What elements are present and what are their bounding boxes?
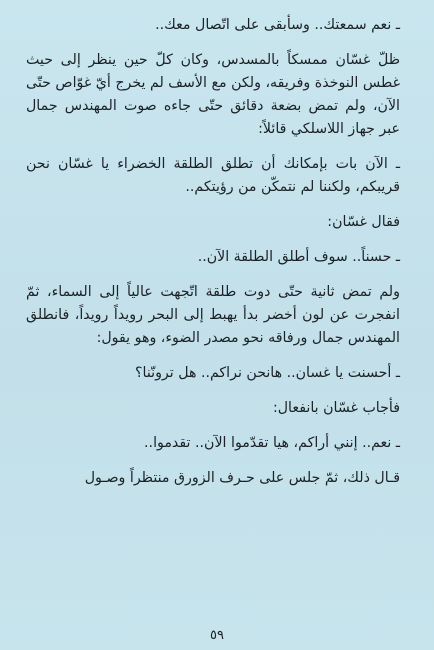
paragraph-10: قـال ذلك، ثمّ جلس على حـرف الزورق منتظراً وصـول: [84, 470, 400, 486]
paragraph-9: ـ نعم.. إنني أراكم، هيا تقدّموا الآن.. تقدموا..: [144, 435, 400, 451]
paragraph-3: ـ الآن بات بإمكانك أن تطلق الطلقة الخضراء يا غسّان نحن قريبكم، ولكننا لم نتمكّن من رؤيتكم..: [26, 156, 400, 195]
body-text: [26, 14, 400, 502]
paragraph-8: فأجاب غسّان بانفعال:: [272, 400, 400, 416]
paragraph-1: ـ نعم سمعتك.. وسأبقى على اتّصال معك..: [155, 17, 400, 33]
paragraph-2: ظلّ غسّان ممسكاً بالمسدس، وكان كلّ حين ينظر إلى حيث غطس النوخذة وفريقه، ولكن مع الأسف لم يخرج أيّ غوّاص حتّى الآن، ولم تمض بضعة دقائق حتّى جاءه صوت المهندس جمال عبر جهاز اللاسلكي قائلاً:: [26, 52, 400, 137]
paragraph-5: ـ حسناً.. سوف أطلق الطلقة الآن..: [197, 249, 400, 265]
paragraph-4: فقال غسّان:: [327, 214, 400, 230]
paragraph-6: ولم تمض ثانية حتّى دوت طلقة اتّجهت عالياً إلى السماء، ثمّ انفجرت عن لون أخضر بدأ يهبط إلى البحر رويداً رويداً، فانطلق المهندس جمال ورفاقه نحو مصدر الضوء، وهو يقول:: [26, 284, 400, 346]
paragraph-7: ـ أحسنت يا غسان.. هانحن نراكم.. هل ترونّنا؟: [135, 365, 400, 381]
page-number: ٥٩: [210, 628, 224, 643]
